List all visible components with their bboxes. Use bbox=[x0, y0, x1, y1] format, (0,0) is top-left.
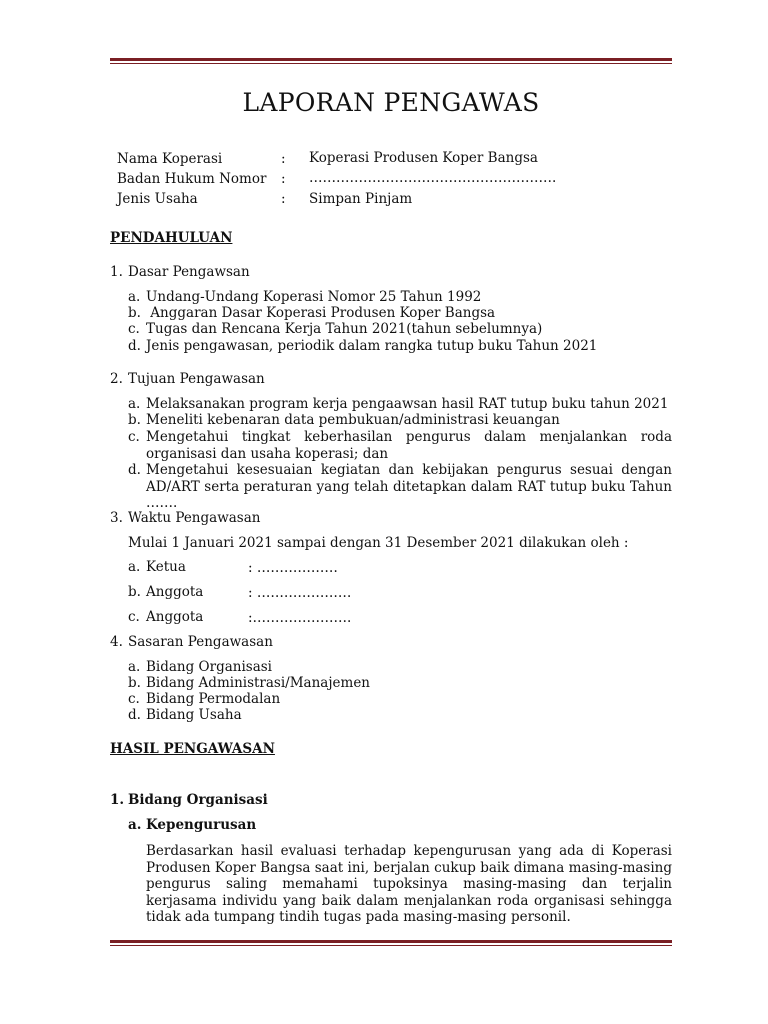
footer-rule bbox=[110, 940, 672, 946]
list-item: Meneliti kebenaran data pembukuan/administrasi keuangan bbox=[146, 412, 560, 428]
list-item: Anggaran Dasar Koperasi Produsen Koper Bangsa bbox=[146, 305, 496, 321]
info-colon: : bbox=[281, 191, 286, 207]
list-letter: a. bbox=[128, 396, 141, 412]
header-rule bbox=[110, 58, 672, 64]
kepengurusan-paragraph: Berdasarkan hasil evaluasi terhadap kepengurusan yang ada di Koperasi Produsen Koper Bangsa saat ini, berjalan cukup baik dimana masing-masing pengurus saling memahami tupoksinya masing-masing dan terjalin kerjasama individu yang baik dalam menjalankan roda organisasi sehingga tidak ada tumpang tindih tugas pada masing-masing personil. bbox=[146, 843, 672, 925]
list-item: Mengetahui tingkat keberhasilan pengurus dalam menjalankan roda organisasi dan usaha koperasi; dan bbox=[146, 429, 672, 462]
list-letter: d. bbox=[128, 462, 141, 478]
section-number: 3. bbox=[110, 510, 123, 526]
list-item: Tugas dan Rencana Kerja Tahun 2021(tahun sebelumnya) bbox=[146, 321, 543, 337]
list-letter: d. bbox=[128, 338, 141, 354]
section-title-sasaran: Sasaran Pengawasan bbox=[128, 634, 273, 650]
role-value: : ………………… bbox=[248, 585, 352, 601]
list-item: Mengetahui kesesuaian kegiatan dan kebijakan pengurus sesuai dengan AD/ART serta peraturan yang telah ditetapkan dalam RAT tutup buku Tahun ……. bbox=[146, 462, 672, 511]
info-colon: : bbox=[281, 151, 286, 167]
list-letter: b. bbox=[128, 305, 141, 321]
list-letter: a. bbox=[128, 659, 141, 675]
list-letter: a. bbox=[128, 289, 141, 305]
role-label: Ketua bbox=[146, 559, 186, 575]
info-label-nama: Nama Koperasi bbox=[117, 151, 223, 167]
role-value: : ……………… bbox=[248, 560, 338, 576]
section-number: 2. bbox=[110, 371, 123, 387]
list-letter: a. bbox=[128, 559, 141, 575]
info-value-jenis-usaha: Simpan Pinjam bbox=[309, 191, 413, 207]
section-heading-hasil: HASIL PENGAWASAN bbox=[110, 741, 275, 757]
info-value-nama: Koperasi Produsen Koper Bangsa bbox=[309, 150, 538, 166]
section-title-tujuan: Tujuan Pengawasan bbox=[128, 371, 265, 387]
list-item: Bidang Organisasi bbox=[146, 659, 273, 675]
info-colon: : bbox=[281, 171, 286, 187]
section-heading-pendahuluan: PENDAHULUAN bbox=[110, 230, 233, 246]
list-letter: b. bbox=[128, 412, 141, 428]
list-letter: a. bbox=[128, 817, 142, 833]
list-item: Melaksanakan program kerja pengaawsan hasil RAT tutup buku tahun 2021 bbox=[146, 396, 669, 412]
list-item: Undang-Undang Koperasi Nomor 25 Tahun 1992 bbox=[146, 289, 482, 305]
info-label-jenis-usaha: Jenis Usaha bbox=[117, 191, 198, 207]
list-letter: c. bbox=[128, 609, 140, 625]
waktu-intro: Mulai 1 Januari 2021 sampai dengan 31 Desember 2021 dilakukan oleh : bbox=[128, 535, 629, 551]
section-title-waktu: Waktu Pengawasan bbox=[128, 510, 261, 526]
info-value-badan-hukum: ………………………………………………. bbox=[309, 170, 557, 186]
section-title-bidang-organisasi: Bidang Organisasi bbox=[128, 792, 268, 808]
section-title-dasar: Dasar Pengawsan bbox=[128, 264, 250, 280]
role-label: Anggota bbox=[146, 584, 204, 600]
section-number: 4. bbox=[110, 634, 123, 650]
list-letter: c. bbox=[128, 429, 140, 445]
role-label: Anggota bbox=[146, 609, 204, 625]
list-item: Bidang Permodalan bbox=[146, 691, 281, 707]
list-letter: b. bbox=[128, 584, 141, 600]
list-item: Jenis pengawasan, periodik dalam rangka tutup buku Tahun 2021 bbox=[146, 338, 598, 354]
section-number: 1. bbox=[110, 792, 125, 808]
list-letter: c. bbox=[128, 691, 140, 707]
list-letter: d. bbox=[128, 707, 141, 723]
list-item: Bidang Usaha bbox=[146, 707, 242, 723]
info-label-badan-hukum: Badan Hukum Nomor bbox=[117, 171, 267, 187]
subsection-title-kepengurusan: Kepengurusan bbox=[146, 817, 257, 833]
list-item: Bidang Administrasi/Manajemen bbox=[146, 675, 371, 691]
list-letter: c. bbox=[128, 321, 140, 337]
role-value: :…………………. bbox=[248, 610, 352, 626]
page-title: LAPORAN PENGAWAS bbox=[242, 88, 540, 117]
list-letter: b. bbox=[128, 675, 141, 691]
section-number: 1. bbox=[110, 264, 123, 280]
